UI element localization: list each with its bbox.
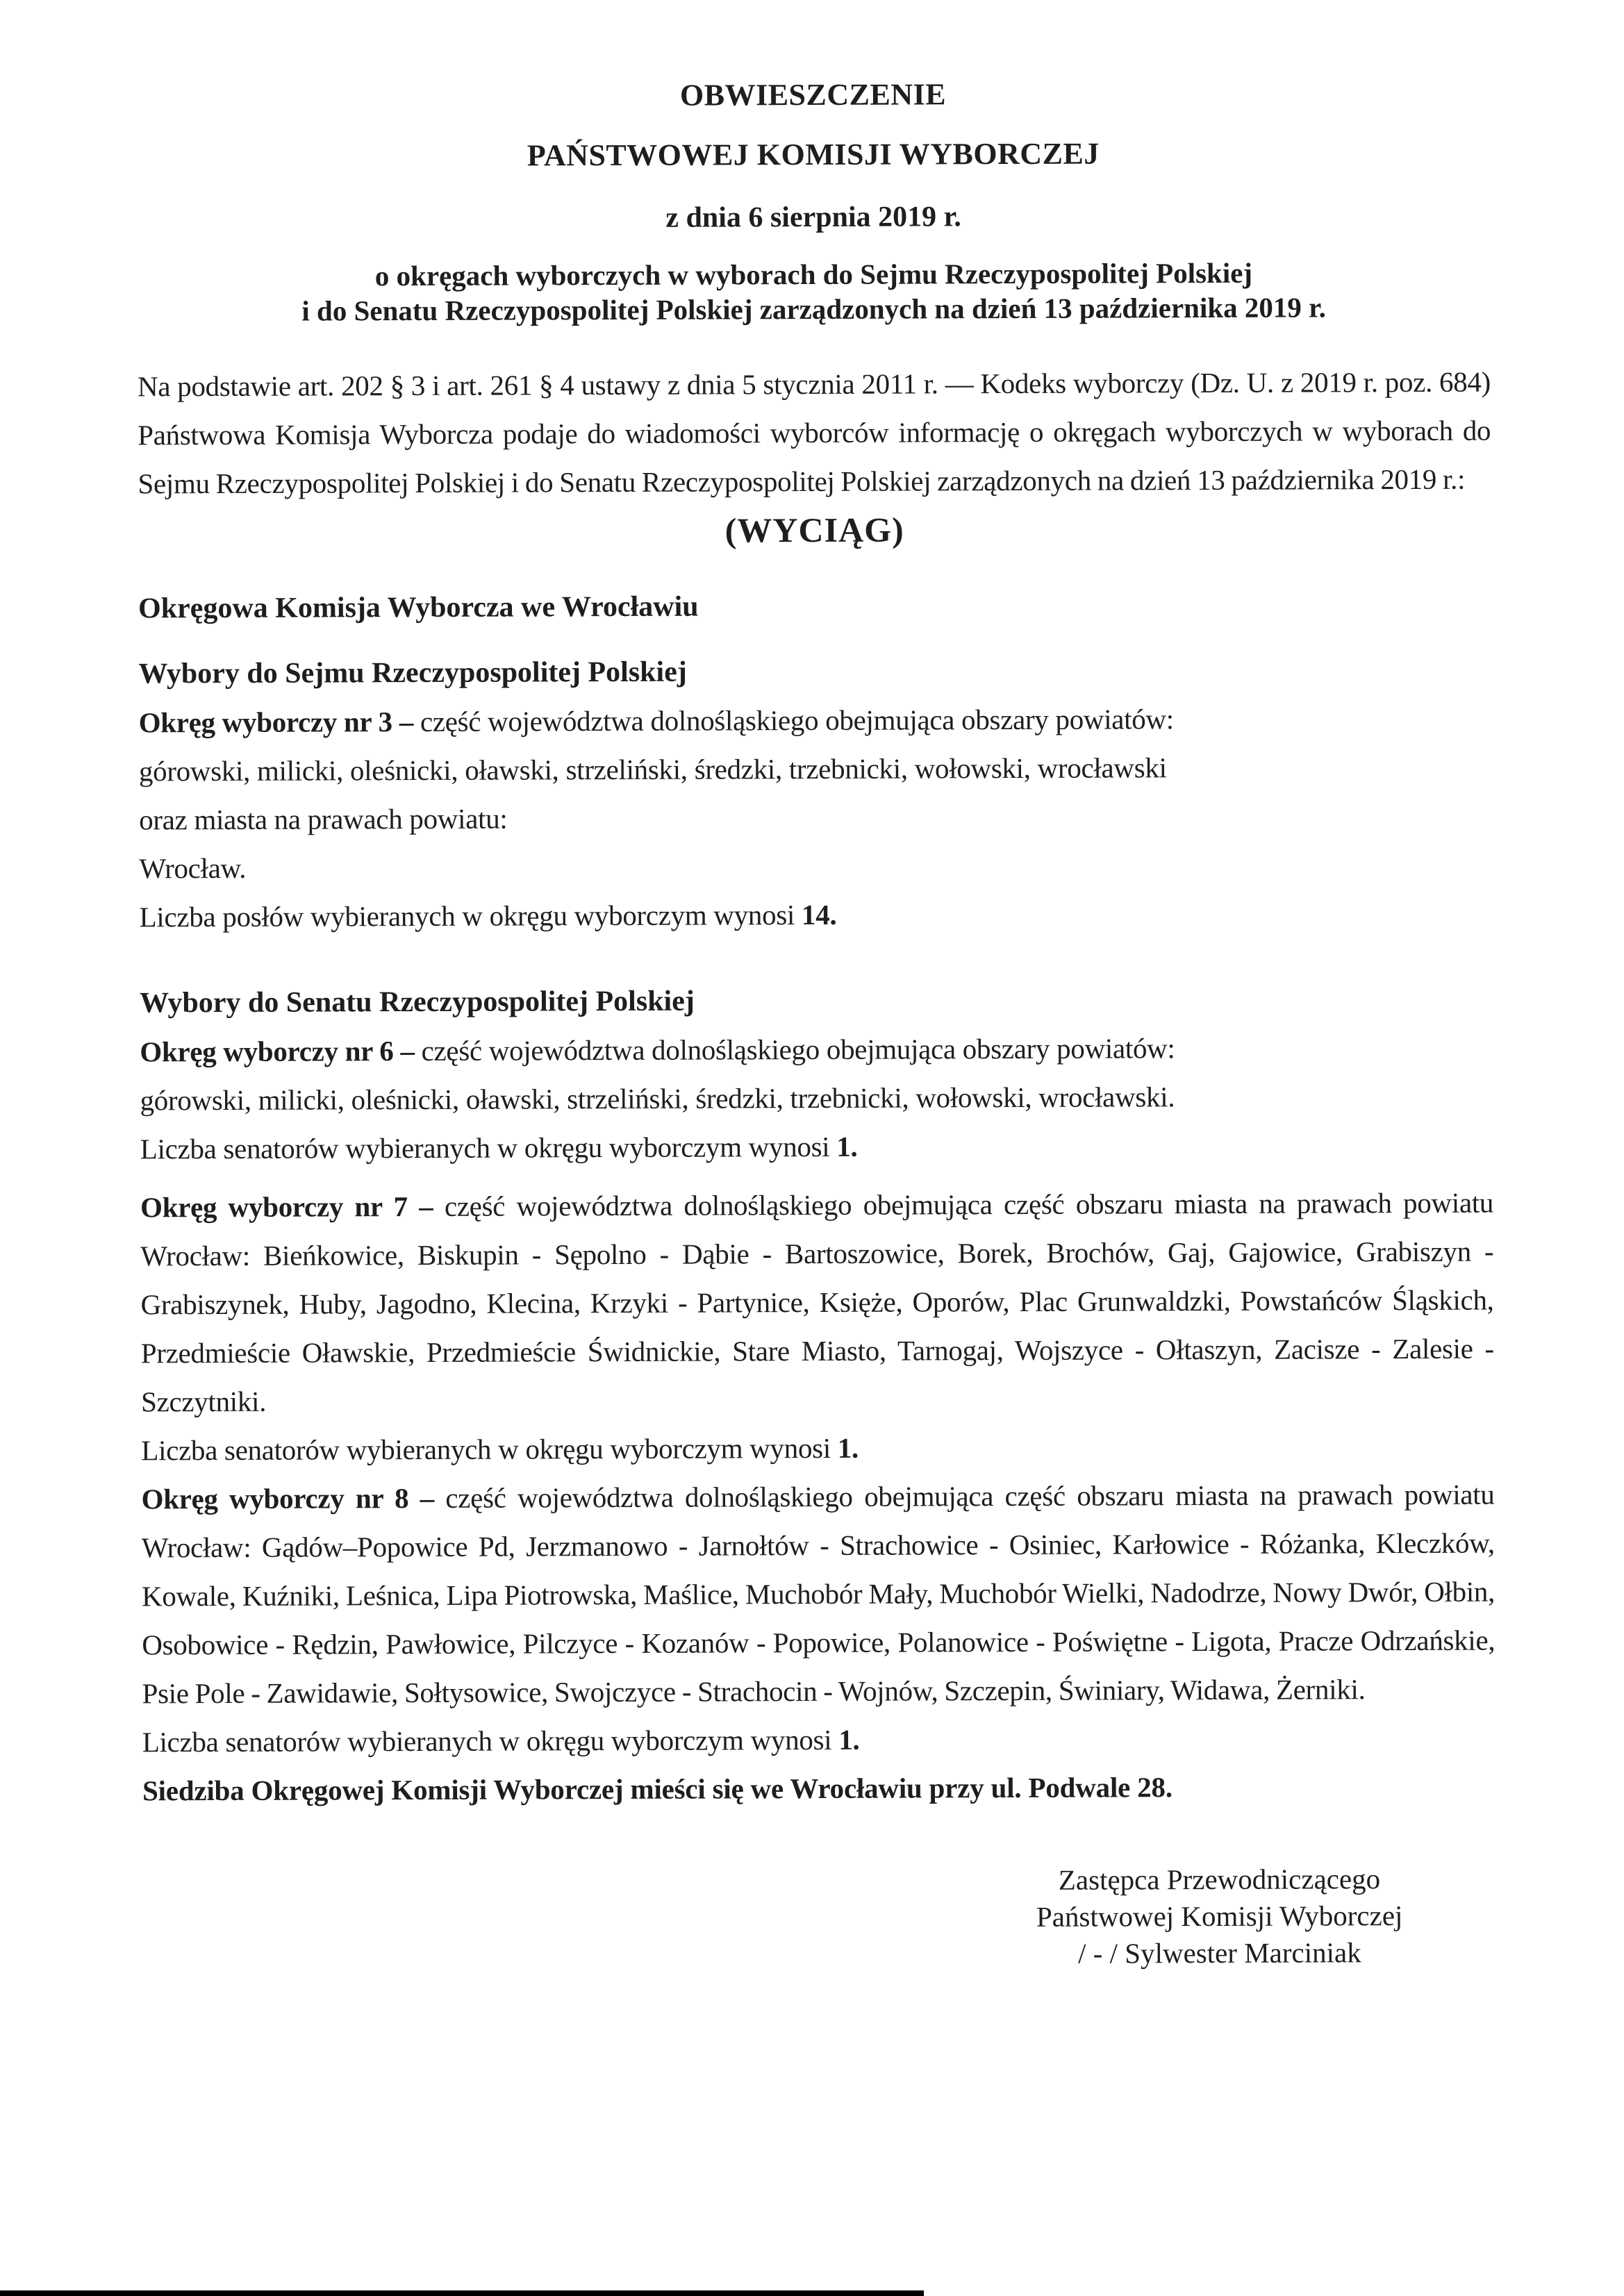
district-6-description: część województwa dolnośląskiego obejmująca obszary powiatów: (414, 1032, 1175, 1067)
commission-heading: Okręgowa Komisja Wyborcza we Wrocławiu (138, 590, 699, 625)
signature-org-line: Państwowej Komisji Wyborczej (1036, 1899, 1403, 1933)
legal-basis-paragraph: Na podstawie art. 202 § 3 i art. 261 § 4 ustawy z dnia 5 stycznia 2011 r. — Kodeks wyborczy (Dz. U. z 2019 r. poz. 684) Państwowa Komisja Wyborcza podaje do wiadomości wyborców informację o okręgach wyborczych w wyborach do Sejmu Rzeczypospolitej Polskiej i do Senatu Rzeczypospolitej Polskiej zarządzonych na dzień 13 października 2019 r.: (137, 365, 1491, 500)
signature-name-line: / - / Sylwester Marciniak (1077, 1936, 1361, 1970)
district-6-title-line (140, 1023, 1493, 1076)
district-3-description: część województwa dolnośląskiego obejmująca obszary powiatów: (413, 703, 1174, 738)
district-8-senators-count: 1. (838, 1723, 860, 1756)
district-3-counties: górowski, milicki, oleśnicki, oławski, strzeliński, średzki, trzebnicki, wołowski, wrocławski (138, 751, 1167, 788)
district-3-block (139, 694, 1493, 942)
district-8-block (141, 1470, 1495, 1767)
extract-heading: (WYCIĄG) (724, 510, 904, 550)
district-8-description: część województwa dolnośląskiego obejmująca część obszaru miasta na prawach powiatu Wrocław: Gądów–Popowice Pd, Jerzmanowo - Jarnołtów - Strachowice - Osiniec, Karłowice - Różanka, Kleczków, Kowale, Kuźniki, Leśnica, Lipa Piotrowska, Maślice, Muchobór Mały, Muchobór Wielki, Nadodrze, Nowy Dwór, Ołbin, Osobowice - Rędzin, Pawłowice, Pilczyce - Kozanów - Popowice, Polanowice - Poświętne - Ligota, Pracze Odrzańskie, Psie Pole - Zawidawie, Sołtysowice, Swojczyce - Strachocin - Wojnów, Szczepin, Świniary, Widawa, Żerniki. (141, 1478, 1495, 1710)
date-line: z dnia 6 sierpnia 2019 r. (665, 201, 961, 234)
district-8-label: Okręg wyborczy nr 8 – (141, 1481, 434, 1515)
senat-elections-heading: Wybory do Senatu Rzeczypospolitej Polskiej (139, 985, 695, 1020)
subject-line-2: i do Senatu Rzeczypospolitej Polskiej zarządzonych na dzień 13 października 2019 r. (301, 291, 1326, 327)
signature-block (983, 1861, 1456, 1972)
subject-block (137, 255, 1490, 329)
district-3-label: Okręg wyborczy nr 3 – (138, 706, 414, 739)
district-7-senators-count: 1. (837, 1431, 859, 1464)
district-3-title-line (139, 694, 1492, 747)
deputies-count-text: Liczba posłów wybieranych w okręgu wyborczym wynosi (139, 899, 802, 933)
district-7-label: Okręg wyborczy nr 7 – (140, 1190, 433, 1224)
district-3-city: Wrocław. (139, 851, 247, 885)
district-6-label: Okręg wyborczy nr 6 – (140, 1035, 415, 1068)
scan-artifact-bar (0, 2290, 924, 2296)
district-6-senators-line (140, 1120, 1493, 1174)
district-6-senators-count: 1. (836, 1130, 858, 1163)
district-3-cities-intro: oraz miasta na prawach powiatu: (139, 802, 508, 836)
commission-seat-line: Siedziba Okręgowej Komisji Wyborczej mieści się we Wrocławiu przy ul. Podwale 28. (142, 1771, 1173, 1807)
district-7-paragraph (140, 1179, 1494, 1426)
sejm-elections-heading: Wybory do Sejmu Rzeczypospolitej Polskiej (138, 656, 687, 690)
district-3-deputies-line (140, 888, 1493, 942)
district-7-senators-line (141, 1422, 1494, 1475)
signature-role-line: Zastępca Przewodniczącego (1058, 1863, 1381, 1896)
district-6-block (140, 1023, 1493, 1174)
district-8-paragraph (141, 1470, 1495, 1718)
district-8-senators-text: Liczba senatorów wybieranych w okręgu wyborczym wynosi (142, 1723, 839, 1758)
district-6-senators-text: Liczba senatorów wybieranych w okręgu wyborczym wynosi (140, 1130, 837, 1165)
issuing-authority-title: PAŃSTWOWEJ KOMISJI WYBORCZEJ (527, 136, 1100, 173)
announcement-title: OBWIESZCZENIE (679, 77, 947, 113)
deputies-count-value: 14. (801, 898, 837, 931)
district-6-counties: górowski, milicki, oleśnicki, oławski, strzeliński, średzki, trzebnicki, wołowski, wrocławski. (140, 1081, 1175, 1117)
district-7-description: część województwa dolnośląskiego obejmująca część obszaru miasta na prawach powiatu Wrocław: Bieńkowice, Biskupin - Sępolno - Dąbie - Bartoszowice, Borek, Brochów, Gaj, Gajowice, Grabiszyn - Grabiszynek, Huby, Jagodno, Klecina, Krzyki - Partynice, Księże, Oporów, Plac Grunwaldzki, Powstańców Śląskich, Przedmieście Oławskie, Przedmieście Świdnickie, Stare Miasto, Tarnogaj, Wojszyce - Ołtaszyn, Zacisze - Zalesie - Szczytniki. (140, 1186, 1494, 1418)
district-7-block (140, 1179, 1494, 1475)
district-7-senators-text: Liczba senatorów wybieranych w okręgu wyborczym wynosi (141, 1431, 838, 1467)
district-8-senators-line (142, 1713, 1495, 1767)
subject-line-1: o okręgach wyborczych w wyborach do Sejmu Rzeczypospolitej Polskiej (374, 256, 1253, 292)
